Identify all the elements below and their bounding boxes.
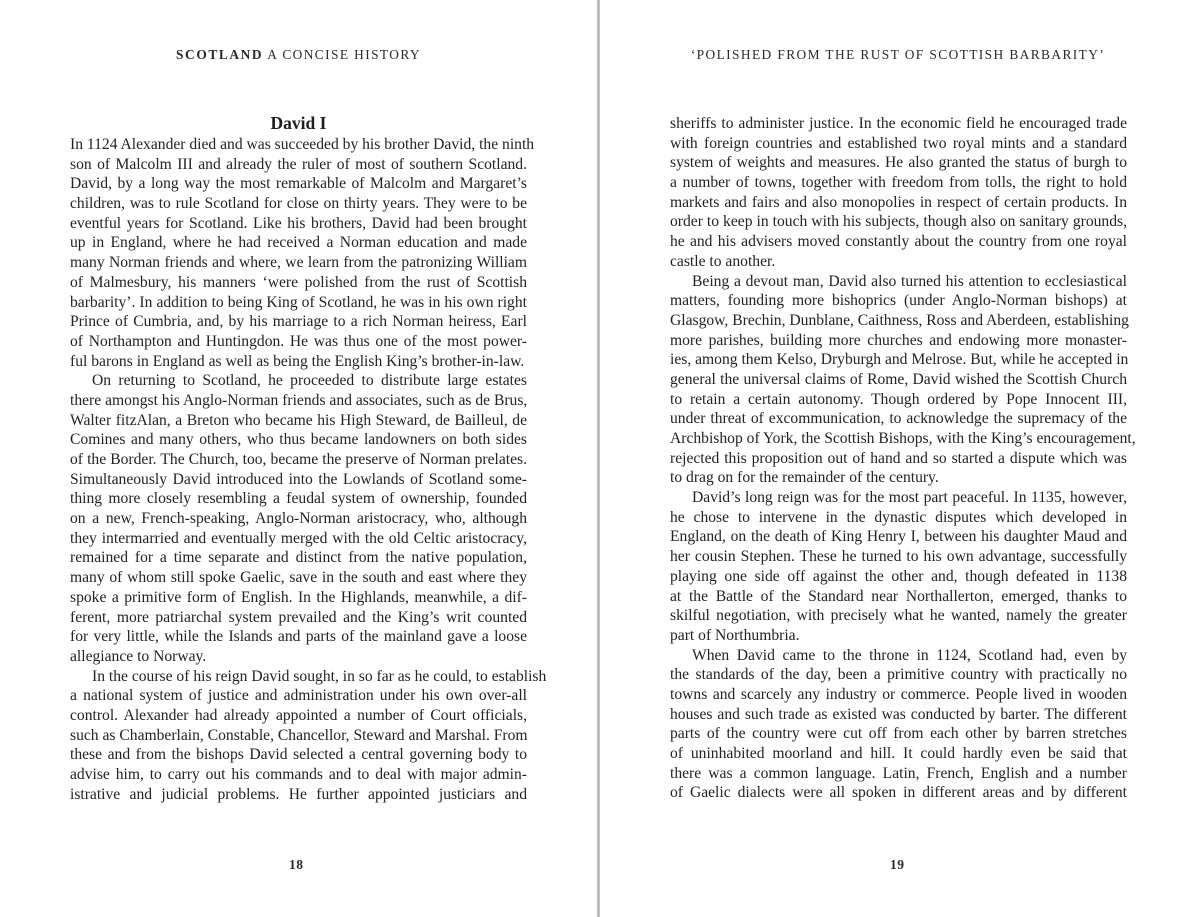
text-line: allegiance to Norway. (70, 647, 207, 665)
text-line: of Northampton and Huntingdon. He was thus one of the most power- (70, 332, 527, 350)
left-running-head (0, 47, 597, 63)
text-line: for very little, while the Islands and parts of the mainland gave a loose (70, 628, 527, 646)
text-line: Walter fitzAlan, a Breton who became his High Steward, de Bailleul, de (70, 411, 527, 429)
text-line: under threat of excommunication, to acknowledge the supremacy of the (670, 410, 1127, 428)
text-line: her cousin Stephen. These he turned to his own advantage, successfully (670, 548, 1127, 566)
text-line: there amongst his Anglo-Norman friends and associates, such as de Brus, (70, 391, 528, 409)
text-line: they intermarried and eventually merged with the old Celtic aristocracy, (70, 529, 527, 547)
text-line: to drag on for the remainder of the century. (670, 469, 939, 487)
text-line: the standards of the day, been a primitive country with practically no (670, 666, 1127, 684)
text-line: matters, founding more bishoprics (under Anglo-Norman bishops) at (670, 292, 1127, 310)
text-line: ies, among them Kelso, Dryburgh and Melrose. But, while he accepted in (670, 351, 1129, 369)
text-line: ful barons in England as well as being the English King’s brother-in-law. (70, 352, 525, 370)
text-line: On returning to Scotland, he proceeded to distribute large estates (92, 372, 527, 390)
text-line: of uninhabited moorland and hill. It could hardly even be said that (670, 745, 1127, 762)
left-page-number: 18 (289, 857, 304, 872)
text-line: control. Alexander had already appointed a number of Court officials, (70, 706, 527, 724)
text-line: David’s long reign was for the most part peaceful. In 1135, however, (692, 489, 1127, 507)
text-line: rejected this proposition out of hand and so started a dispute which was (670, 449, 1127, 467)
text-line: on a new, French-speaking, Anglo-Norman aristocracy, who, although (70, 510, 527, 528)
text-line: England, on the death of King Henry I, between his daughter Maud and (670, 528, 1127, 546)
text-line: castle to another. (670, 252, 776, 270)
running-head-book-title: SCOTLAND (176, 47, 264, 62)
text-line: he and his advisers moved constantly about the country from one royal (670, 233, 1127, 251)
text-line: David, by a long way the most remarkable of Malcolm and Margaret’s (70, 175, 527, 193)
text-line: towns and scarcely any industry or commerce. People lived in wooden (670, 685, 1127, 703)
text-line: at the Battle of the Standard near Northallerton, emerged, thanks to (670, 587, 1127, 605)
section-heading: David I (270, 113, 327, 133)
text-line: markets and fairs and also monopolies in respect of certain products. In (670, 193, 1127, 211)
text-line: to retain a certain autonomy. Though ordered by Pope Innocent III, (670, 390, 1127, 408)
text-line: In 1124 Alexander died and was succeeded by his brother David, the ninth (70, 136, 535, 153)
right-page-number: 19 (890, 857, 905, 872)
text-line: skilful negotiation, with precisely what he wanted, namely the greater (670, 607, 1127, 625)
text-line: houses and such trade as existed was conducted by barter. The different (670, 705, 1127, 723)
text-line: advise him, to carry out his commands and to deal with major admin- (70, 766, 527, 783)
text-line: with foreign countries and established two royal mints and a standard (670, 134, 1127, 152)
text-line: eventful years for Scotland. Like his brothers, David had been brought (70, 214, 527, 232)
right-running-head: ‘POLISHED FROM THE RUST OF SCOTTISH BARBARITY’ (690, 47, 1106, 62)
text-line: children, was to rule Scotland for close on thirty years. They were to be (70, 195, 527, 213)
text-line: Prince of Cumbria, and, by his marriage to a rich Norman heiress, Earl (70, 313, 527, 331)
right-body-text (670, 114, 1136, 803)
right-page (600, 0, 1196, 917)
text-line: thing more closely resembling a feudal system of ownership, founded (70, 490, 527, 508)
text-line: spoke a primitive form of English. In the Highlands, meanwhile, a dif- (70, 588, 527, 606)
text-line: sheriffs to administer justice. In the economic field he encouraged trade (670, 115, 1127, 132)
text-line: a national system of justice and administration under his own over-all (70, 687, 527, 705)
running-head-subtitle: A CONCISE HISTORY (267, 47, 421, 62)
text-line: parts of the country were cut off from each other by barren stretches (670, 725, 1127, 743)
text-line: playing one side off against the other and, though defeated in 1138 (670, 567, 1127, 585)
text-line: many Norman friends and where, we learn from the patronizing William (70, 254, 527, 272)
text-line: such as Chamberlain, Constable, Chancellor, Steward and Marshal. From (70, 726, 528, 744)
left-body-text (70, 112, 547, 804)
text-line: barbarity’. In addition to being King of Scotland, he was in his own right (70, 293, 527, 311)
text-line: of the Border. The Church, too, became the preserve of Norman prelates. (70, 451, 527, 468)
text-line: a number of towns, together with freedom from tolls, the right to hold (670, 174, 1127, 192)
text-line: of Malmesbury, his manners ‘were polished from the rust of Scottish (70, 273, 527, 291)
text-line: order to keep in touch with his subjects, though also on sanitary grounds, (670, 213, 1127, 231)
text-line: remained for a time separate and distinct from the native population, (70, 549, 527, 567)
text-line: there was a common language. Latin, French, English and a number (670, 764, 1127, 782)
text-line: he chose to intervene in the dynastic disputes which developed in (670, 508, 1127, 526)
text-line: When David came to the throne in 1124, Scotland had, even by (692, 646, 1127, 664)
left-page (0, 0, 597, 917)
text-line: more parishes, building more churches and endowing more monaster- (670, 331, 1127, 349)
text-line: Simultaneously David introduced into the Lowlands of Scotland some- (70, 470, 527, 488)
text-line: of Gaelic dialects were all spoken in different areas and by different (670, 784, 1127, 802)
text-line: general the universal claims of Rome, David wished the Scottish Church (670, 370, 1127, 388)
text-line: istrative and judicial problems. He further appointed justiciars and (70, 785, 527, 803)
text-line: ferent, more patriarchal system prevailed and the King’s writ counted (70, 608, 527, 626)
text-line: these and from the bishops David selected a central governing body to (70, 746, 527, 764)
text-line: Being a devout man, David also turned his attention to ecclesiastical (692, 272, 1127, 290)
text-line: son of Malcolm III and already the ruler of most of southern Scotland. (70, 155, 527, 173)
text-line: Comines and many others, who thus became landowners on both sides (70, 431, 527, 449)
text-line: In the course of his reign David sought, in so far as he could, to establish (92, 667, 547, 685)
text-line: many of whom still spoke Gaelic, save in the south and east where they (70, 569, 527, 587)
text-line: Glasgow, Brechin, Dunblane, Caithness, Ross and Aberdeen, establishing (670, 311, 1129, 329)
text-line: system of weights and measures. He also granted the status of burgh to (670, 154, 1127, 172)
text-line: up in England, where he had received a Norman education and made (70, 234, 527, 252)
text-line: part of Northumbria. (670, 626, 800, 644)
text-line: Archbishop of York, the Scottish Bishops, with the King’s encouragement, (670, 430, 1136, 447)
